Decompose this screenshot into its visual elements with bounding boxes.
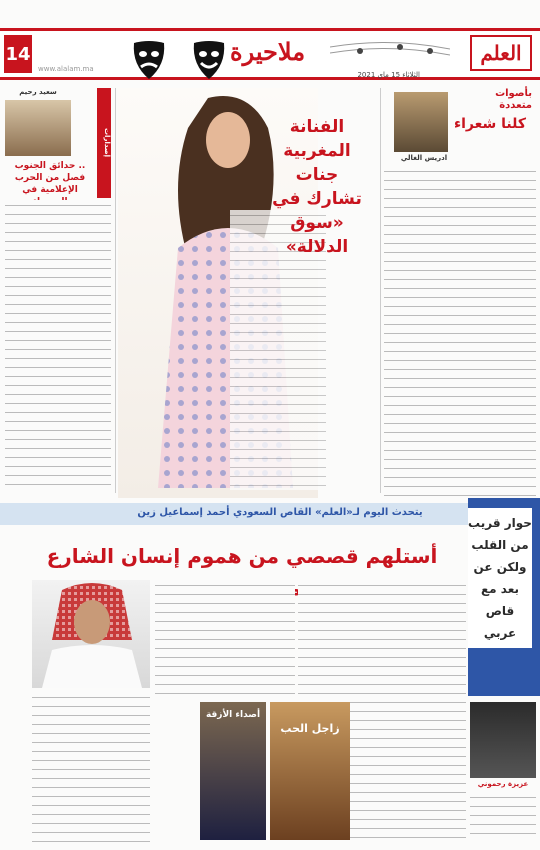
interview-banner [0, 503, 540, 525]
interview-body [32, 692, 150, 842]
site-url: www.alalam.ma [38, 65, 94, 73]
interview-body [470, 792, 536, 842]
article-body [384, 166, 536, 496]
section-title: ملاحيرة [230, 37, 306, 66]
feature-title: الفنانة المغربية جنات تشارك في «سوق الدلالة» [272, 117, 362, 257]
author-name: ادريس الغالي [400, 154, 448, 162]
column-divider [380, 88, 381, 493]
banner-text: يتحدث اليوم لـ«العلم» القاص السعودي أحمد إسماعيل زين [137, 507, 423, 518]
interviewer-photo [470, 702, 536, 778]
theater-mask-icon [130, 39, 168, 81]
article-body [5, 200, 111, 485]
newspaper-logo: العلم [470, 35, 532, 71]
book-cover [270, 702, 350, 840]
column-label: بأصوات متعددة [495, 88, 532, 111]
book-cover [200, 702, 266, 840]
music-notes-icon [330, 37, 450, 67]
sidebar-text: حوار قريب من القلب ولكن عن بعد مع قاص عربي [468, 508, 532, 648]
issue-date: الثلاثاء 15 ماي 2021 [357, 71, 420, 79]
column-label: إصدارات [97, 88, 111, 198]
column-divider [115, 88, 116, 493]
article-title: حدائق الجنوب .. فصل من الحرب الإعلامية في [14, 161, 86, 195]
author-photo [394, 92, 448, 152]
right-column [384, 88, 536, 498]
book-title: أصداء الأزقة [205, 710, 261, 720]
left-column [5, 88, 111, 493]
theater-mask-icon [190, 39, 228, 81]
page-number: 14 [4, 35, 32, 73]
interview-body [155, 580, 295, 700]
column-title: كلنا شعراء [453, 116, 526, 132]
author-photo [5, 100, 71, 156]
book-title: زاجل الحب [280, 722, 340, 735]
interview-headline: أستلهم قصصي من هموم إنسان الشارع [46, 544, 438, 568]
man-portrait [32, 580, 150, 688]
masthead [0, 28, 540, 80]
author-name: سعيد رحيم [19, 88, 57, 96]
interviewer-name: عزيزة رحموني [477, 780, 529, 788]
interviewee-photo [32, 580, 150, 688]
